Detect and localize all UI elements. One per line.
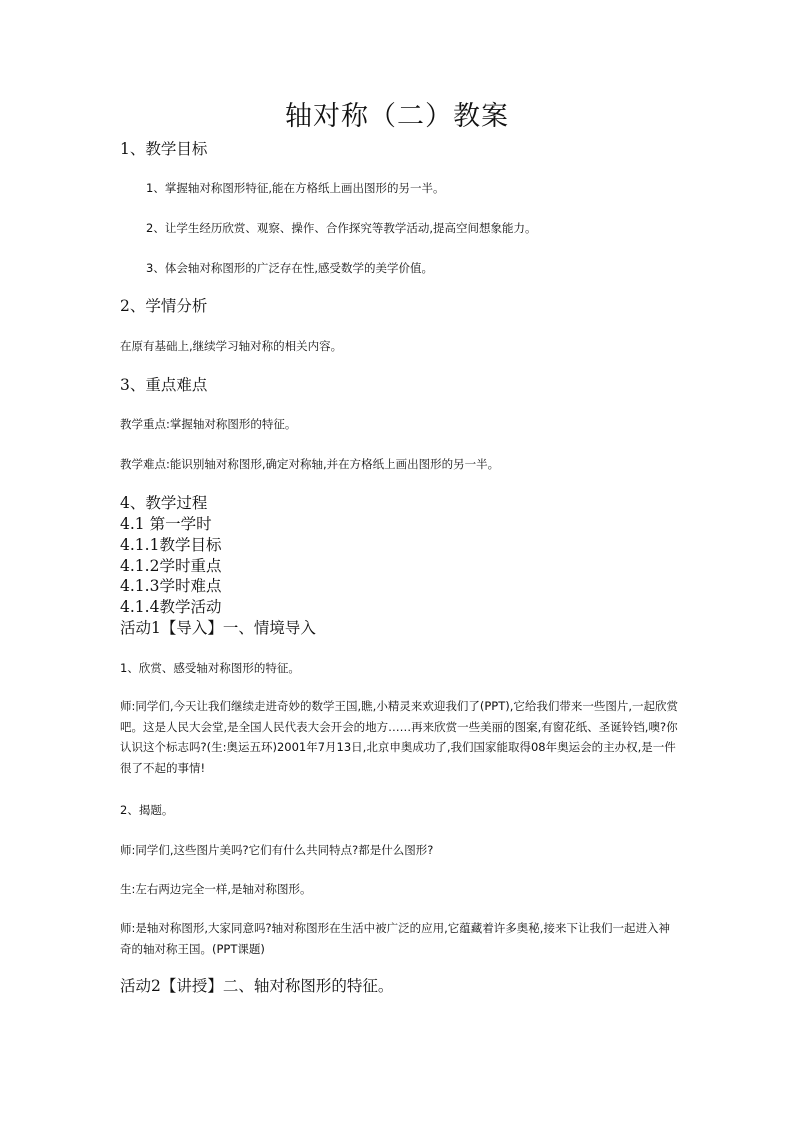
subheading-period-key-points: 4.1.2学时重点	[120, 557, 222, 575]
activity-1-paragraph-5: 生:左右两边完全一样,是轴对称图形。	[120, 882, 312, 896]
activity-2-heading: 活动2【讲授】二、轴对称图形的特征。	[120, 977, 394, 995]
activity-1-paragraph-6: 师:是轴对称图形,大家同意吗?轴对称图形在生活中被广泛的应用,它蕴藏着许多奥秘,接来下让我们一起进入神奇的轴对称王国。(PPT课题)	[120, 921, 670, 956]
objective-item-2: 2、让学生经历欣赏、观察、操作、合作探究等教学活动,提高空间想象能力。	[146, 221, 537, 235]
subheading-first-period: 4.1 第一学时	[120, 515, 212, 533]
subheading-period-objectives: 4.1.1教学目标	[120, 536, 222, 554]
key-point-text: 教学重点:掌握轴对称图形的特征。	[120, 417, 297, 431]
document-title: 轴对称（二）教案	[285, 101, 509, 132]
difficult-point-text: 教学难点:能识别轴对称图形,确定对称轴,并在方格纸上画出图形的另一半。	[120, 457, 500, 471]
subheading-period-activities: 4.1.4教学活动	[120, 598, 222, 616]
activity-1-paragraph-3: 2、揭题。	[120, 803, 174, 817]
activity-1-heading: 活动1【导入】一、情境导入	[120, 619, 316, 637]
section-heading-objectives: 1、教学目标	[120, 140, 208, 158]
analysis-text: 在原有基础上,继续学习轴对称的相关内容。	[120, 339, 343, 353]
objective-item-1: 1、掌握轴对称图形特征,能在方格纸上画出图形的另一半。	[146, 181, 445, 195]
objective-item-3: 3、体会轴对称图形的广泛存在性,感受数学的美学价值。	[146, 261, 433, 275]
section-heading-key-points: 3、重点难点	[120, 376, 208, 394]
activity-1-paragraph-2: 师:同学们,今天让我们继续走进奇妙的数学王国,瞧,小精灵来欢迎我们了(PPT),它给我们带来一些图片,一起欣赏吧。这是人民大会堂,是全国人民代表大会开会的地方……再来欣赏一些美丽的图案,有窗花纸、圣诞铃铛,噢?你认识这个标志吗?(生:奥运五环)2001年7月13日,北京申奥成功了,我们国家能取得08年奥运会的主办权,是一件很了不起的事情!	[120, 699, 679, 775]
activity-1-paragraph-4: 师:同学们,这些图片美吗?它们有什么共同特点?都是什么图形?	[120, 843, 434, 857]
section-heading-process: 4、教学过程	[120, 494, 208, 512]
subheading-period-difficulties: 4.1.3学时难点	[120, 577, 222, 595]
section-heading-analysis: 2、学情分析	[120, 297, 208, 315]
activity-1-paragraph-1: 1、欣赏、感受轴对称图形的特征。	[120, 661, 300, 675]
